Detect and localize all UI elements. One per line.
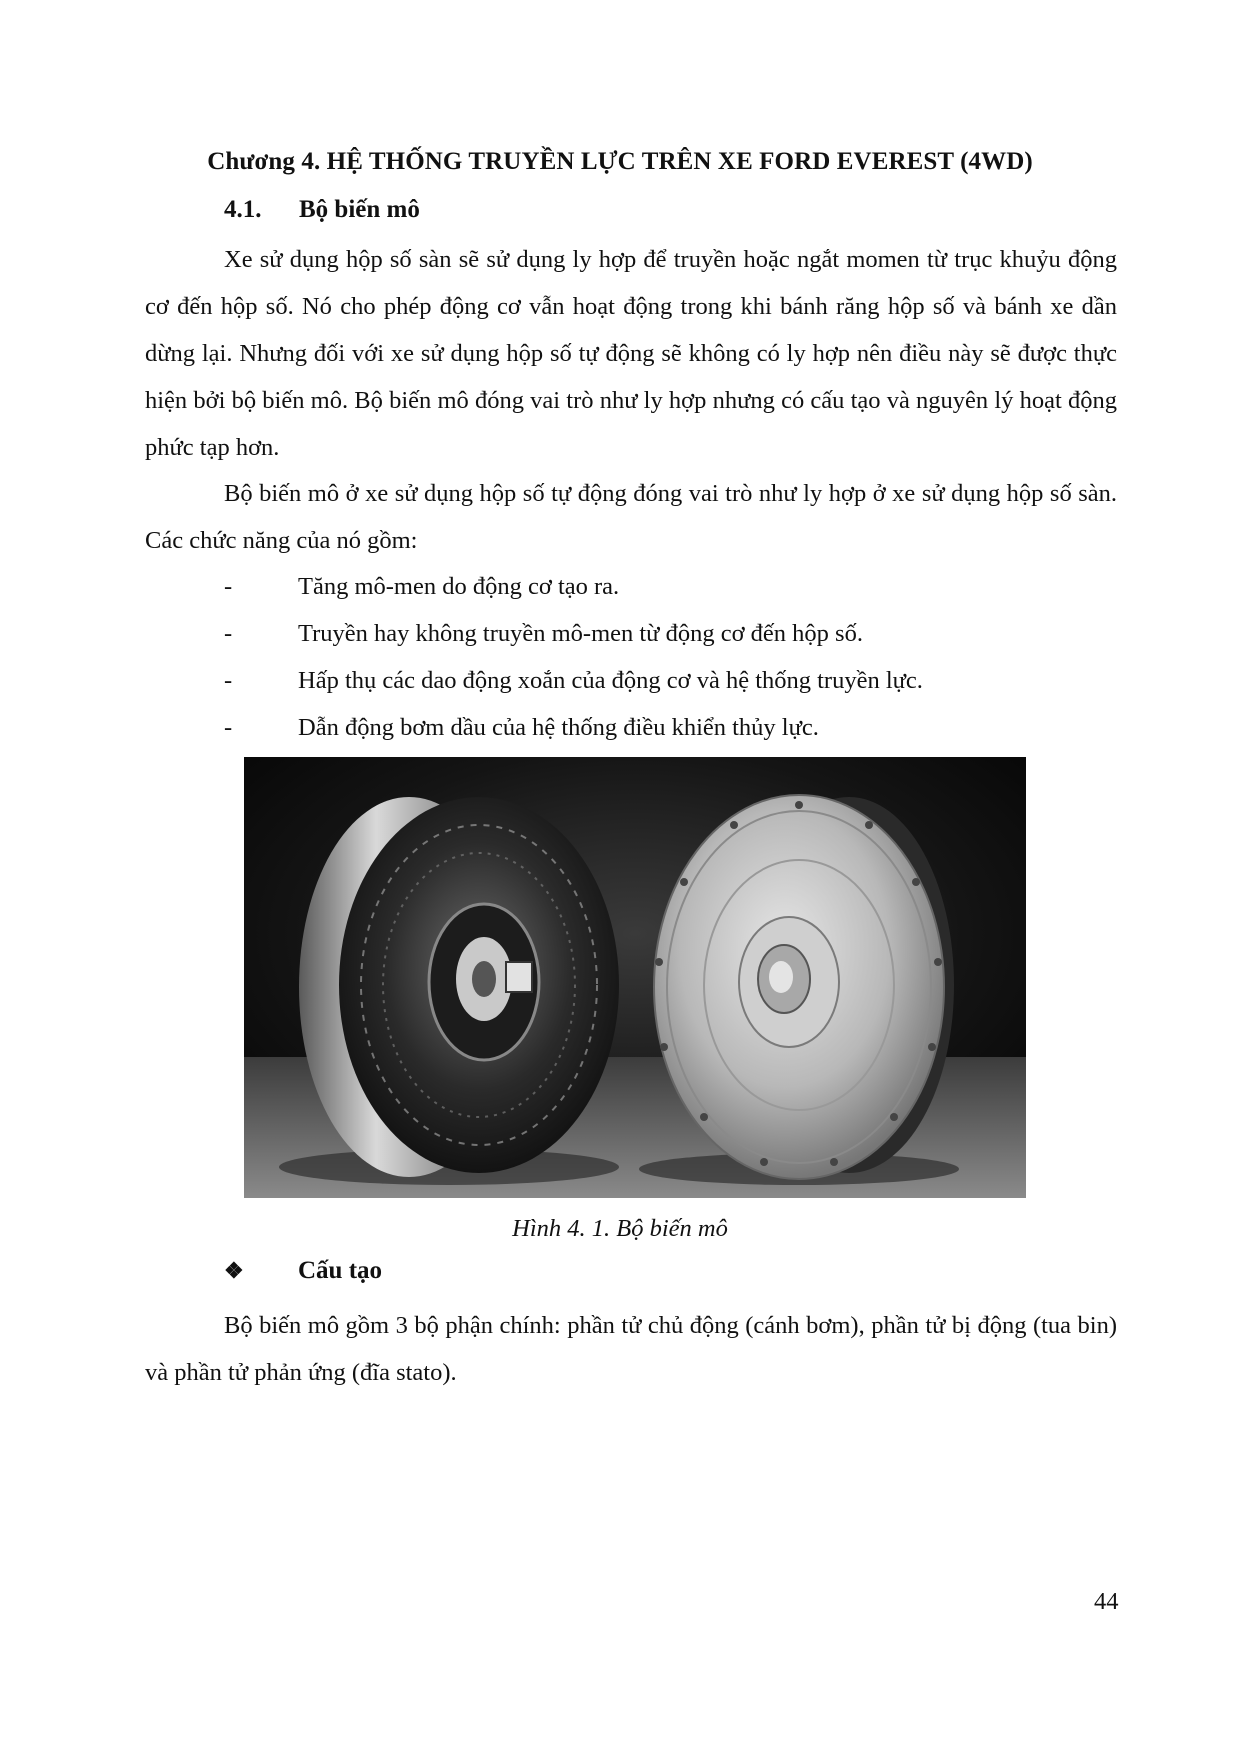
bullet-dash: - xyxy=(224,573,233,600)
function-list xyxy=(224,563,923,751)
subsection-title: Cấu tạo xyxy=(298,1257,383,1284)
bullet-dash: - xyxy=(224,620,233,647)
list-item-text: Truyền hay không truyền mô-men từ động cơ đến hộp số. xyxy=(298,620,863,647)
paragraph-intro: Xe sử dụng hộp số sàn sẽ sử dụng ly hợp để truyền hoặc ngắt momen từ trục khuỷu động cơ đến hộp số. Nó cho phép động cơ vẫn hoạt động trong khi bánh răng hộp số và bánh xe dần dừng lại. Nhưng đối với xe sử dụng hộp số tự động sẽ không có ly hợp nên điều này sẽ được thực hiện bởi bộ biến mô. Bộ biến mô đóng vai trò như ly hợp nhưng có cấu tạo và nguyên lý hoạt động phức tạp hơn. xyxy=(145,246,1117,461)
list-item xyxy=(224,610,923,657)
list-item xyxy=(224,704,923,751)
section-heading xyxy=(224,196,420,224)
subsection-heading xyxy=(224,1257,382,1285)
list-item-text: Dẫn động bơm dầu của hệ thống điều khiển thủy lực. xyxy=(298,714,819,741)
list-item-text: Hấp thụ các dao động xoắn của động cơ và hệ thống truyền lực. xyxy=(298,667,923,694)
diamond-bullet-icon: ❖ xyxy=(224,1258,244,1283)
list-item xyxy=(224,657,923,704)
section-number: 4.1. xyxy=(224,196,262,223)
list-item xyxy=(224,563,923,610)
list-item-text: Tăng mô-men do động cơ tạo ra. xyxy=(298,573,620,600)
page-number: 44 xyxy=(1094,1588,1119,1615)
torque-converter-photo xyxy=(244,757,1026,1198)
paragraph-structure: Bộ biến mô gồm 3 bộ phận chính: phần tử chủ động (cánh bơm), phần tử bị động (tua bin) và phần tử phản ứng (đĩa stato). xyxy=(145,1312,1117,1386)
chapter-title: Chương 4. HỆ THỐNG TRUYỀN LỰC TRÊN XE FORD EVEREST (4WD) xyxy=(207,148,1033,175)
figure-caption: Hình 4. 1. Bộ biến mô xyxy=(512,1215,728,1242)
bullet-dash: - xyxy=(224,714,233,741)
section-title: Bộ biến mô xyxy=(299,196,420,223)
bullet-dash: - xyxy=(224,667,233,694)
paragraph-functions: Bộ biến mô ở xe sử dụng hộp số tự động đóng vai trò như ly hợp ở xe sử dụng hộp số sàn. Các chức năng của nó gồm: xyxy=(145,480,1117,554)
